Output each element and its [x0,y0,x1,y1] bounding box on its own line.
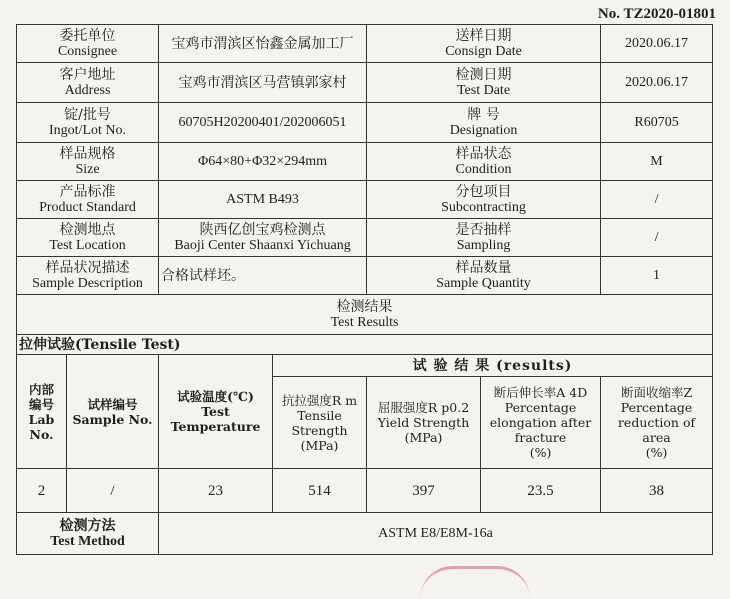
test-date-label: 检测日期 Test Date [367,63,601,103]
tensile-section-row [17,335,713,355]
condition-value: M [601,143,713,181]
reduction-header: 断面收缩率Z Percentage reduction of area (%) [601,377,713,469]
address-value: 宝鸡市渭滨区马营镇郭家村 [159,63,367,103]
elongation-cell: 23.5 [481,469,601,513]
designation-value: R60705 [601,103,713,143]
address-label: 客户地址 Address [17,63,159,103]
tensile-section-title: 拉伸试验(Tensile Test) [17,335,713,355]
sample-no-cell: / [67,469,159,513]
temperature-cell: 23 [159,469,273,513]
sample-quantity-label: 样品数量 Sample Quantity [367,257,601,295]
info-row-test-location [17,219,713,257]
size-value: Φ64×80+Φ32×294mm [159,143,367,181]
results-title: 检测结果 Test Results [17,295,713,335]
designation-label: 牌 号 Designation [367,103,601,143]
sampling-value: / [601,219,713,257]
consign-date-label: 送样日期 Consign Date [367,25,601,63]
lab-no-header: 内部 编号 Lab No. [17,355,67,469]
table-row [17,469,713,513]
test-location-label: 检测地点 Test Location [17,219,159,257]
sampling-label: 是否抽样 Sampling [367,219,601,257]
info-row-product-standard [17,181,713,219]
subcontracting-label: 分包项目 Subcontracting [367,181,601,219]
tensile-strength-header: 抗拉强度R m Tensile Strength (MPa) [273,377,367,469]
test-report-table [16,24,713,555]
report-number: No. TZ2020-01801 [597,6,716,22]
ingot-label: 锭/批号 Ingot/Lot No. [17,103,159,143]
sample-description-value: 合格试样坯。 [159,257,367,295]
reduction-cell: 38 [601,469,713,513]
lab-no-cell: 2 [17,469,67,513]
info-row-address [17,63,713,103]
test-method-value: ASTM E8/E8M-16a [159,513,713,555]
ingot-value: 60705H20200401/202006051 [159,103,367,143]
test-method-label: 检测方法 Test Method [17,513,159,555]
consignee-value: 宝鸡市渭滨区怡鑫金属加工厂 [159,25,367,63]
product-standard-value: ASTM B493 [159,181,367,219]
test-location-value: 陕西亿创宝鸡检测点 Baoji Center Shaanxi Yichuang [159,219,367,257]
sample-description-label: 样品状况描述 Sample Description [17,257,159,295]
condition-label: 样品状态 Condition [367,143,601,181]
sample-no-header: 试样编号 Sample No. [67,355,159,469]
elongation-header: 断后伸长率A 4D Percentage elongation after fracture (%) [481,377,601,469]
consign-date-value: 2020.06.17 [601,25,713,63]
info-row-sample-description [17,257,713,295]
yield-strength-header: 屈服强度R p0.2 Yield Strength (MPa) [367,377,481,469]
results-group-header: 试 验 结 果 (results) [273,355,713,377]
tensile-header-row-1 [17,355,713,377]
info-row-consignee [17,25,713,63]
info-row-size [17,143,713,181]
consignee-label: 委托单位 Consignee [17,25,159,63]
test-method-row [17,513,713,555]
stamp-edge [420,566,530,599]
product-standard-label: 产品标准 Product Standard [17,181,159,219]
results-title-row [17,295,713,335]
subcontracting-value: / [601,181,713,219]
temperature-header: 试验温度(℃) Test Temperature [159,355,273,469]
info-row-ingot [17,103,713,143]
yield-strength-cell: 397 [367,469,481,513]
test-date-value: 2020.06.17 [601,63,713,103]
tensile-strength-cell: 514 [273,469,367,513]
sample-quantity-value: 1 [601,257,713,295]
size-label: 样品规格 Size [17,143,159,181]
